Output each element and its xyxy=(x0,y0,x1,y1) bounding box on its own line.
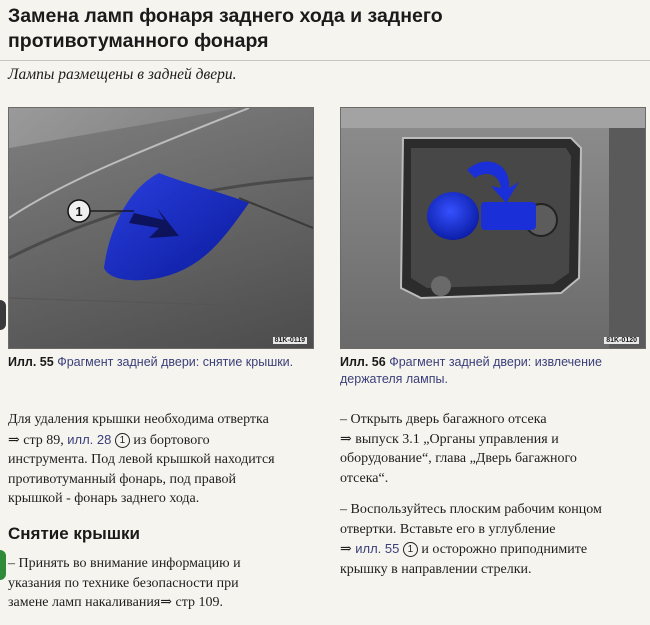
figure-56-illustration xyxy=(341,108,645,348)
callout-number: 1 xyxy=(75,204,83,219)
page-title xyxy=(8,4,608,54)
intro-text: Лампы размещены в задней двери. xyxy=(8,66,237,83)
figure-link[interactable]: илл. 28 xyxy=(67,431,112,447)
figure-55-illustration xyxy=(9,108,313,348)
text-line: ⇒ илл. 55 1 и осторожно приподнимите xyxy=(340,541,588,557)
text-line: крышку в направлении стрелки. xyxy=(340,561,532,577)
figure-56-caption xyxy=(340,354,645,388)
text-line: – Открыть дверь багажного отсека xyxy=(340,412,547,427)
text-line: ⇒ стр 89, илл. 28 1 из бортового xyxy=(8,431,210,448)
text-line: Для удаления крышки необходима отвертка xyxy=(8,412,269,427)
text-line: – Принять во внимание информацию и xyxy=(8,556,241,571)
text-line: крышкой - фонарь заднего хода. xyxy=(8,491,200,506)
right-step-2 xyxy=(340,500,645,579)
text-line: противотуманный фонарь, под правой xyxy=(8,471,236,487)
page-edge-mark xyxy=(0,300,6,330)
page-edge-mark xyxy=(0,550,6,580)
figure-code: 81K-0120 xyxy=(606,337,637,344)
lamp-holder xyxy=(427,192,479,240)
lamp-socket xyxy=(481,202,536,230)
section-heading: Снятие крышки xyxy=(8,524,140,543)
caption-label: Илл. 55 xyxy=(8,355,54,369)
figure-55-caption xyxy=(8,354,308,371)
text-line: оборудование“, глава „Дверь багажного xyxy=(340,451,577,466)
caption-text: Фрагмент задней двери: извлечение держателя лампы. xyxy=(340,355,602,386)
left-paragraph xyxy=(8,410,320,509)
title-divider xyxy=(0,60,650,61)
text-line: отсека“. xyxy=(340,470,389,486)
figure-55 xyxy=(8,107,314,349)
text-line: – Воспользуйтесь плоским рабочим концом xyxy=(340,502,602,517)
text-line: ⇒ выпуск 3.1 „Органы управления и xyxy=(340,431,559,447)
text-line: отвертки. Вставьте его в углубление xyxy=(340,521,556,537)
caption-text: Фрагмент задней двери: снятие крышки. xyxy=(57,355,294,369)
text-line: инструмента. Под левой крышкой находится xyxy=(8,452,275,467)
text-line: указания по технике безопасности при xyxy=(8,575,239,591)
figure-code: 81K-0119 xyxy=(274,337,305,344)
caption-label: Илл. 56 xyxy=(340,355,386,369)
left-step xyxy=(8,554,320,613)
text-line: замене ламп накаливания⇒ стр 109. xyxy=(8,595,223,610)
title-line-2: противотуманного фонаря xyxy=(8,30,269,52)
figure-56 xyxy=(340,107,646,349)
callout-circle-inline: 1 xyxy=(115,433,130,448)
title-line-1: Замена ламп фонаря заднего хода и заднего xyxy=(8,5,443,27)
figure-link[interactable]: илл. 55 xyxy=(355,541,400,556)
callout-circle-inline: 1 xyxy=(403,542,418,557)
right-step-1 xyxy=(340,410,645,488)
